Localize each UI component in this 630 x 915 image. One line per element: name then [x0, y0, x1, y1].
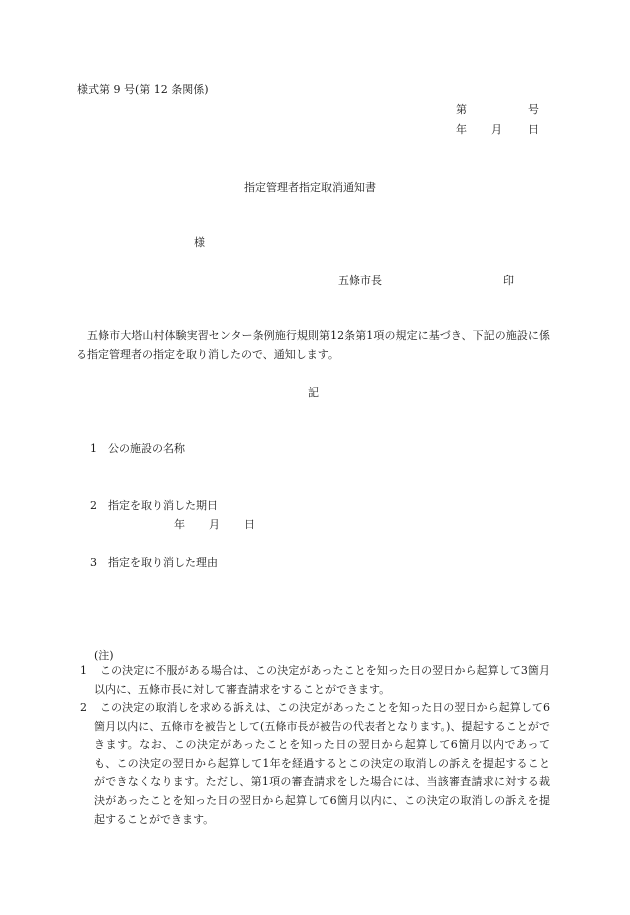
item-2-number: 2 — [90, 499, 97, 512]
note-1-number: 1 — [80, 664, 87, 677]
item-1-label: 公の施設の名称 — [108, 442, 185, 455]
seal-mark: 印 — [503, 274, 514, 287]
item-2 — [90, 500, 218, 511]
item-3 — [90, 557, 218, 568]
date-year-label: 年 — [456, 123, 467, 136]
form-label: 様式第 9 号(第 12 条関係) — [77, 83, 209, 96]
note-2-text: この決定の取消しを求める訴えは、この決定があったことを知った日の翌日から起算して6箇月以内に、五條市を被告として(五條市長が被告の代表者となります。)、提起することができます。なお、この決定があったことを知った日の翌日から起算して6箇月以内であっても、この決定の翌日から起算して1年を経過するとこの決定の取消しの訴えを提起することができなくなります。ただし、第1項の審査請求をした場合には、当該審査請求に対する裁決があったことを知った日の翌日から起算して6箇月以内に、この決定の取消しの訴えを提起することができます。 — [94, 701, 550, 826]
note-1 — [80, 662, 550, 699]
note-2 — [80, 699, 550, 829]
item-2-month-label: 月 — [209, 518, 220, 531]
item-2-day-label: 日 — [244, 518, 255, 531]
note-2-number: 2 — [80, 701, 87, 714]
ki-heading: 記 — [308, 386, 319, 399]
item-2-year-label: 年 — [174, 518, 185, 531]
body-paragraph: 五條市大塔山村体験実習センター条例施行規則第12条第1項の規定に基づき、下記の施設に係る指定管理者の指定を取り消したので、通知します。 — [76, 329, 550, 361]
date-day-label: 日 — [528, 123, 539, 136]
issuer-name: 五條市長 — [338, 274, 382, 287]
date-month-label: 月 — [491, 123, 502, 136]
item-1-number: 1 — [90, 442, 97, 455]
notes-heading: (注) — [94, 649, 114, 662]
document-title: 指定管理者指定取消通知書 — [244, 181, 376, 194]
item-3-number: 3 — [90, 556, 97, 569]
item-1 — [90, 443, 185, 454]
note-1-text: この決定に不服がある場合は、この決定があったことを知った日の翌日から起算して3箇月以内に、五條市長に対して審査請求をすることができます。 — [94, 664, 550, 696]
item-2-label: 指定を取り消した期日 — [108, 499, 218, 512]
item-3-label: 指定を取り消した理由 — [108, 556, 218, 569]
recipient-suffix: 様 — [194, 236, 205, 249]
document-number-suffix: 号 — [528, 103, 539, 116]
document-number-prefix: 第 — [456, 103, 467, 116]
